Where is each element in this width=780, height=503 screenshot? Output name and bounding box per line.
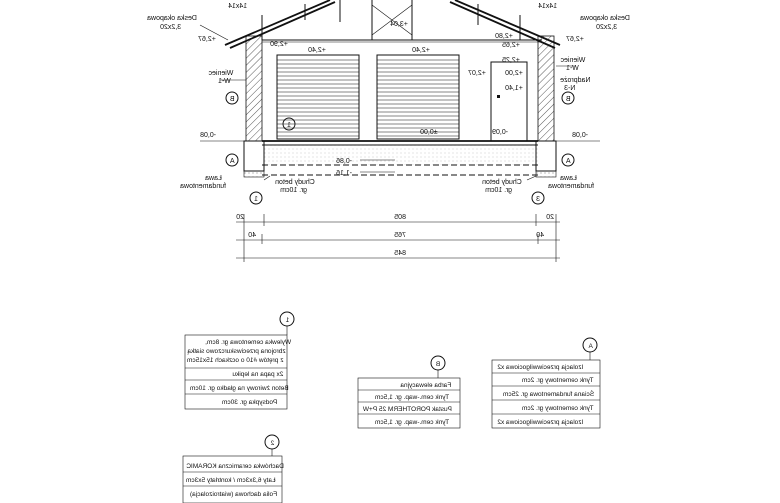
right-fascia-size: 3,2x20 xyxy=(596,24,618,31)
legend-layer-2 xyxy=(183,435,284,503)
level-door-head-right: +2,40 xyxy=(412,47,430,54)
level-beam-top: +2,90 xyxy=(270,41,288,48)
left-wall-plate: Wieniec xyxy=(208,70,234,77)
level-floor: ±0,00 xyxy=(420,129,438,136)
dimension-lines xyxy=(236,214,560,262)
axis-1-marker: 1 xyxy=(254,196,259,203)
dim-row2-right: 40 xyxy=(536,232,544,239)
level-found2: -1,16 xyxy=(336,170,353,177)
right-lintel-code: N-3 xyxy=(564,85,576,92)
right-eaves-level: +2,67 xyxy=(566,36,584,43)
left-rafter-label: 14x14 xyxy=(228,3,248,10)
level-floor-right: -0,09 xyxy=(492,129,509,136)
legend-b-id: B xyxy=(435,361,441,368)
legend-a-row-1: Tynk cementowy gr. 2cm xyxy=(522,377,594,384)
legend-a-row-0: Izolacja przeciwwilgociowa x2 xyxy=(497,364,584,371)
level-r6: +1,40 xyxy=(505,85,523,92)
legend-1-row-0: Wylewka cementowa gr. 8cm, xyxy=(205,339,292,346)
legend-2-id: 2 xyxy=(270,440,275,447)
dim-row1-left: 20 xyxy=(236,214,244,221)
right-lean-concrete: Chudy beton xyxy=(482,179,522,186)
level-r3: +2,25 xyxy=(502,57,520,64)
legend-1-row-4: Beton żwirowy na gładko gr. 10cm xyxy=(190,385,289,392)
dim-row2-left: 40 xyxy=(248,232,256,239)
marker-a-left: A xyxy=(229,158,235,165)
left-footing: Ława xyxy=(205,175,222,182)
level-r4: +2,07 xyxy=(468,70,486,77)
right-footing: Ława xyxy=(560,175,577,182)
marker-b-right: B xyxy=(565,96,571,103)
right-wall-plate-code: W-1 xyxy=(566,65,579,72)
left-wall xyxy=(244,36,264,177)
level-r5: +2,00 xyxy=(505,70,523,77)
legend-b-row-3: Tynk cem.-wap. gr. 1,5cm xyxy=(375,419,450,426)
axis-3-marker: 3 xyxy=(536,196,541,203)
legend-1-row-1: zbrojona przeciwskurczowo siatką xyxy=(187,348,286,355)
level-found1: -0,86 xyxy=(336,158,353,165)
left-ground-level: -0,08 xyxy=(200,132,217,139)
level-ridge: +3,04 xyxy=(390,21,408,28)
legend-1-id: 1 xyxy=(285,317,290,324)
legend-1-row-5: Podsypka gr. 30cm xyxy=(222,399,278,406)
left-footing2: fundamentowa xyxy=(180,183,227,190)
right-wall xyxy=(536,36,556,177)
left-fascia-size: 3,2x20 xyxy=(160,24,182,31)
legend-1-row-2: z prętów #10 o oczkach 15x15cm xyxy=(187,357,284,364)
dim-row1-mid: 805 xyxy=(394,214,406,221)
marker-b-left: B xyxy=(229,96,235,103)
legend-layer-1 xyxy=(185,312,294,409)
marker-a-right: A xyxy=(565,158,571,165)
legend-b-row-0: Farba elewacyjna xyxy=(400,382,452,389)
left-eaves-level: +2,67 xyxy=(198,36,216,43)
legend-layer-a xyxy=(492,338,600,428)
left-wall-plate-code: W-1 xyxy=(218,78,231,85)
dim-row2-mid: 765 xyxy=(394,232,406,239)
level-r2: +2,65 xyxy=(502,42,520,49)
dim-row1-right: 20 xyxy=(546,214,554,221)
legend-2-row-2: Folia dachowa (wiatroizolacja) xyxy=(190,491,278,498)
dim-row3: 845 xyxy=(394,250,406,257)
right-ground-level: -0,08 xyxy=(572,132,589,139)
right-footing2: fundamentowa xyxy=(548,183,595,190)
garage-door-right xyxy=(377,55,459,139)
legend-a-id: A xyxy=(588,343,593,350)
left-lean-concrete2: gr. 10cm xyxy=(280,187,308,194)
level-r1: +2,80 xyxy=(495,33,513,40)
right-lean-concrete2: gr. 10cm xyxy=(485,187,513,194)
legend-a-row-2: Ściana fundamentowa gr. 25cm xyxy=(503,391,595,398)
legend-a-row-3: Tynk cementowy gr. 2cm xyxy=(522,405,594,412)
right-lintel: Nadproże xyxy=(560,77,591,84)
legend-2-row-0: Dachówka ceramiczna KORAMIC xyxy=(186,463,284,470)
legend-b-row-1: Tynk cem.-wap. gr. 1,5cm xyxy=(375,394,450,401)
legend-2-row-1: Łaty 6,3x3cm / kontrłaty 5x3cm xyxy=(186,477,276,484)
left-fascia-label: Deska okapowa xyxy=(147,15,197,22)
legend-1-row-3: 2x papa na lepiku xyxy=(232,371,284,378)
floor-slab xyxy=(200,141,600,175)
right-wall-plate: Wieniec xyxy=(560,57,586,64)
legend-layer-b xyxy=(358,356,460,428)
right-rafter-label: 14x14 xyxy=(538,3,558,10)
legend-b-row-2: Pustak POROTHERM 25 P+W xyxy=(362,406,452,413)
right-fascia-label: Deska okapowa xyxy=(580,15,630,22)
legend-a-row-4: Izolacja przeciwwilgociowa x2 xyxy=(497,419,584,426)
left-lean-concrete: Chudy beton xyxy=(275,179,315,186)
marker-one: 1 xyxy=(287,122,292,129)
level-door-head-left: +2,40 xyxy=(308,47,326,54)
